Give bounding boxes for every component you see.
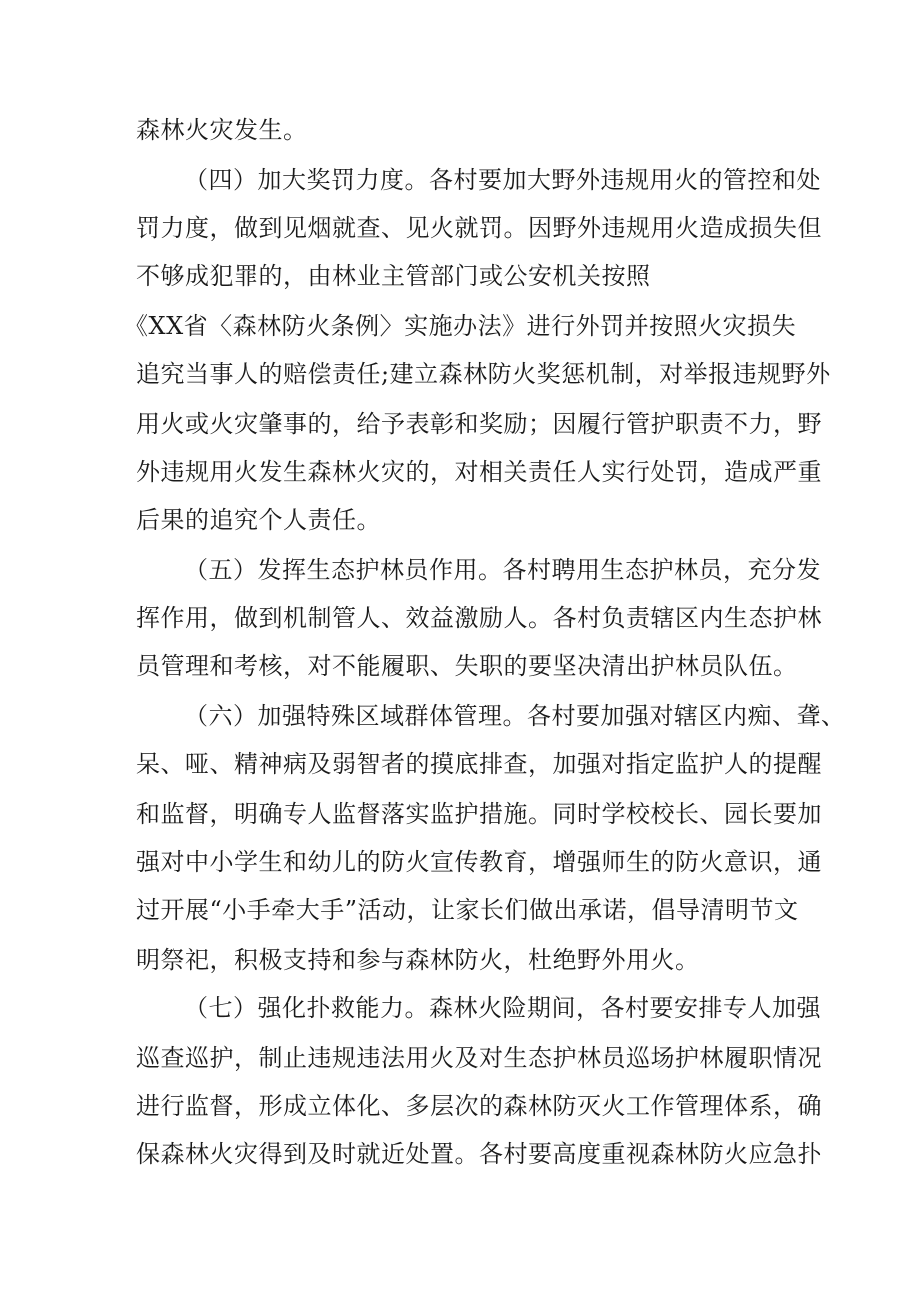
text-line: 外违规用火发生森林火灾的，对相关责任人实行处罚，造成严重 <box>136 458 822 486</box>
text-line: 用火或火灾肇事的，给予表彰和奖励；因履行管护职责不力，野 <box>136 410 822 438</box>
text-line: 呆、哑、精神病及弱智者的摸底排查，加强对指定监护人的提醒 <box>136 750 822 778</box>
text-line: 不够成犯罪的，由林业主管部门或公安机关按照 <box>136 262 651 290</box>
paragraph-5-heading: （五）发挥生态护林员作用。各村聘用生态护林员，充分发 <box>184 556 821 584</box>
paragraph-6-heading: （六）加强特殊区域群体管理。各村要加强对辖区内痴、聋、 <box>184 702 846 730</box>
text-line: 挥作用，做到机制管人、效益激励人。各村负责辖区内生态护林 <box>136 604 822 632</box>
text-line: 追究当事人的赔偿责任;建立森林防火奖惩机制，对举报违规野外 <box>136 360 831 388</box>
text-line: 巡查巡护，制止违规违法用火及对生态护林员巡场护林履职情况 <box>136 1044 822 1072</box>
paragraph-7-heading: （七）强化扑救能力。森林火险期间，各村要安排专人加强 <box>184 994 821 1022</box>
text-line: 进行监督，形成立体化、多层次的森林防灭火工作管理体系，确 <box>136 1092 822 1120</box>
text-line: 森林火灾发生。 <box>136 116 308 144</box>
text-line: 员管理和考核，对不能履职、失职的要坚决清出护林员队伍。 <box>136 652 798 680</box>
paragraph-4-heading: （四）加大奖罚力度。各村要加大野外违规用火的管控和处 <box>184 166 821 194</box>
text-line: 和监督，明确专人监督落实监护措施。同时学校校长、园长要加 <box>136 800 822 828</box>
text-line: 强对中小学生和幼儿的防火宣传教育，增强师生的防火意识，通 <box>136 848 822 876</box>
text-line: 《XX省〈森林防火条例〉实施办法》进行外罚并按照火灾损失 <box>124 312 797 340</box>
text-line: 罚力度，做到见烟就查、见火就罚。因野外违规用火造成损失但 <box>136 214 822 242</box>
text-line: 后果的追究个人责任。 <box>136 506 381 534</box>
text-line: 明祭祀，积极支持和参与森林防火，杜绝野外用火。 <box>136 946 700 974</box>
text-line: 过开展“小手牵大手”活动，让家长们做出承诺，倡导清明节文 <box>136 896 799 924</box>
text-line: 保森林火灾得到及时就近处置。各村要高度重视森林防火应急扑 <box>136 1140 822 1168</box>
